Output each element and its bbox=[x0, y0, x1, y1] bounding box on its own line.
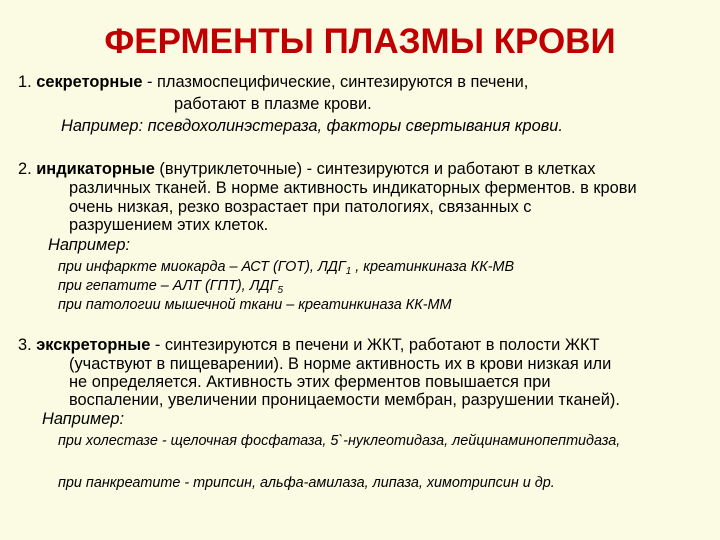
section-1-number: 1. bbox=[18, 73, 32, 91]
section-2-example-2: при гепатите – АЛТ (ГПТ), $ЛДГ_5$ bbox=[58, 278, 284, 296]
section-3-example-2: при панкреатите - трипсин, альфа-амилаза, липаза, химотрипсин и др. bbox=[58, 475, 555, 491]
section-2-line-1 bbox=[18, 160, 595, 179]
section-1-term: секреторные bbox=[36, 73, 143, 91]
slide-title: ФЕРМЕНТЫ ПЛАЗМЫ КРОВИ bbox=[104, 22, 616, 61]
section-2-line-4: разрушением этих клеток. bbox=[69, 216, 269, 234]
section-2-example-1: при инфаркте миокарда – АСТ (ГОТ), $ЛДГ_1$ , креатинкиназа КК-МВ bbox=[58, 259, 515, 277]
section-3-text: - синтезируются в печени и ЖКТ, работают в полости ЖКТ bbox=[150, 336, 600, 354]
section-3-line-4: воспалении, увеличении проницаемости мембран, разрушении тканей). bbox=[69, 391, 620, 409]
section-1-text: - плазмоспецифические, синтезируются в печени, bbox=[142, 73, 529, 91]
section-3-example-1: при холестазе - щелочная фосфатаза, 5`-нуклеотидаза, лейцинаминопептидаза, bbox=[58, 433, 621, 449]
section-2-number: 2. bbox=[18, 160, 32, 178]
section-2-example-label: Например: bbox=[48, 236, 131, 254]
section-3-term: экскреторные bbox=[36, 336, 151, 354]
section-1-line-2: работают в плазме крови. bbox=[174, 95, 372, 113]
section-2-text: (внутриклеточные) - синтезируются и работают в клетках bbox=[154, 160, 596, 178]
section-2-term: индикаторные bbox=[36, 160, 155, 178]
section-1-example: Например: псевдохолинэстераза, факторы свертывания крови. bbox=[61, 117, 563, 135]
section-3-line-1 bbox=[18, 336, 600, 355]
section-3-example-label: Например: bbox=[42, 410, 125, 428]
section-3-number: 3. bbox=[18, 336, 32, 354]
section-2-line-3: очень низкая, резко возрастает при патологиях, связанных с bbox=[69, 198, 532, 216]
section-2-line-2: различных тканей. В норме активность индикаторных ферментов. в крови bbox=[69, 179, 637, 197]
section-1-line-1 bbox=[18, 73, 528, 92]
section-2-example-3: при патологии мышечной ткани – креатинкиназа КК-ММ bbox=[58, 297, 452, 313]
section-3-line-3: не определяется. Активность этих ферментов повышается при bbox=[69, 373, 551, 391]
section-3-line-2: (участвуют в пищеварении). В норме активность их в крови низкая или bbox=[69, 355, 612, 373]
